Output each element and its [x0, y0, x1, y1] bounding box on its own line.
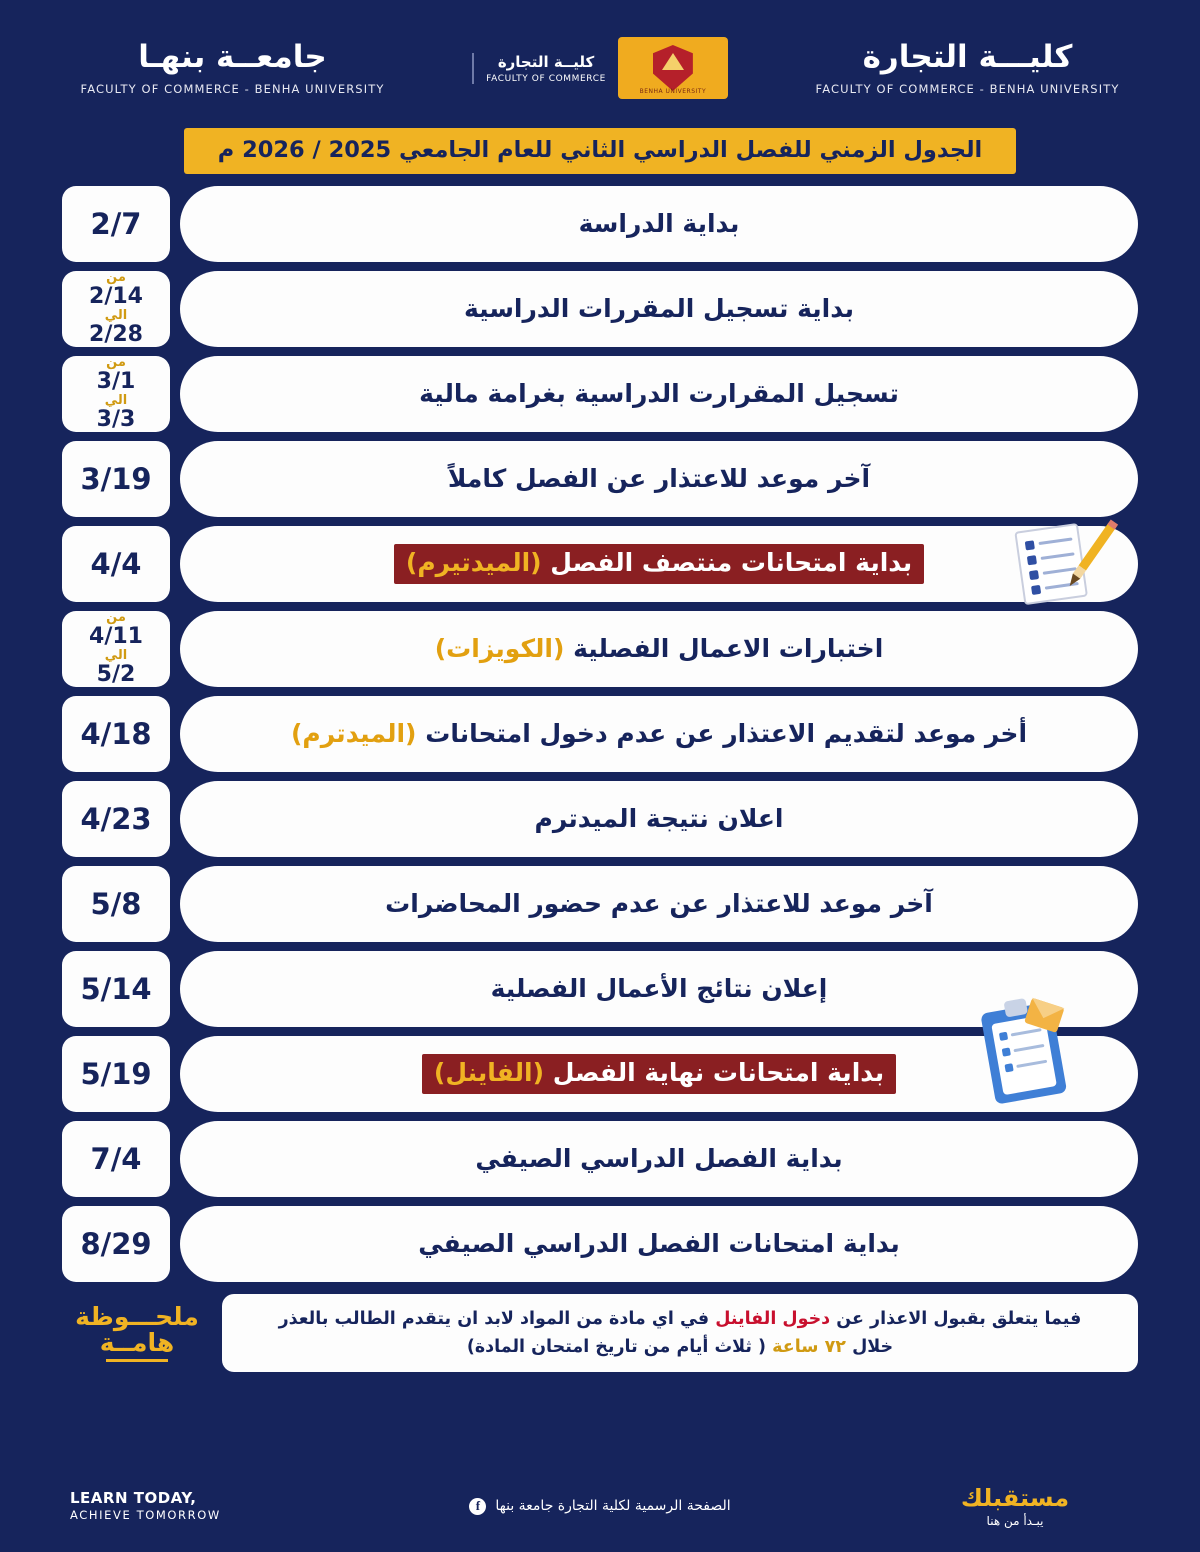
crest-caption: BENHA UNIVERSITY [639, 88, 707, 95]
facebook-icon[interactable]: f [469, 1498, 486, 1515]
date-value: 4/18 [80, 717, 152, 751]
row-date [62, 1036, 170, 1112]
note-line-2 [467, 1333, 893, 1361]
date-value: 2/7 [90, 207, 142, 241]
schedule-row [62, 186, 1138, 262]
date-value: 4/23 [80, 802, 152, 836]
header-center-logo [435, 37, 765, 99]
date-value: 5/14 [80, 972, 152, 1006]
note-tag-line2: هامــة [100, 1330, 174, 1362]
row-label [180, 611, 1138, 687]
note-line1-part-b: في اي مادة من المواد لابد ان يتقدم الطالب بالعذر [278, 1309, 710, 1329]
row-date [62, 1121, 170, 1197]
note-line2-part-a: خلال [852, 1337, 894, 1357]
date-to-value: 3/3 [96, 406, 136, 432]
row-date [62, 611, 170, 687]
schedule-row [62, 866, 1138, 942]
slogan-line-2: ACHIEVE TOMORROW [70, 1508, 221, 1523]
schedule-row [62, 781, 1138, 857]
schedule-row [62, 696, 1138, 772]
schedule-row [62, 271, 1138, 347]
note-text [222, 1294, 1138, 1372]
schedule-row [62, 951, 1138, 1027]
brand-line-1: مستقبلك [960, 1484, 1070, 1512]
row-label-text: أخر موعد لتقديم الاعتذار عن عدم دخول امتحانات [425, 719, 1028, 749]
note-line2-highlight: ٧٢ ساعة [772, 1337, 846, 1357]
schedule-row [62, 1206, 1138, 1282]
row-label-text: اعلان نتيجة الميدترم [534, 804, 784, 834]
note-line1-highlight: دخول الفاينل [715, 1309, 831, 1329]
date-to-value: 2/28 [89, 321, 143, 347]
date-from-value: 2/14 [89, 283, 143, 309]
row-label-text: بداية الدراسة [578, 209, 740, 239]
footer-brand [900, 1484, 1130, 1528]
date-value: 4/4 [90, 547, 142, 581]
header-left-brand [40, 40, 425, 97]
row-date [62, 441, 170, 517]
row-date [62, 271, 170, 347]
university-crest-icon [618, 37, 728, 99]
row-label-accent: (الميدترم) [291, 719, 417, 749]
row-label [180, 526, 1138, 602]
note-tag [62, 1294, 212, 1372]
date-to-label: الي [104, 648, 128, 663]
crest-shield-shape [653, 45, 693, 91]
slogan-line-1: LEARN TODAY, [70, 1489, 197, 1508]
brand-line-2: يبـدأ من هنا [986, 1514, 1044, 1528]
row-label-text: آخر موعد للاعتذار عن عدم حضور المحاضرات [385, 889, 933, 919]
date-value: 5/19 [80, 1057, 152, 1091]
note-tag-line1: ملحـــوظة [75, 1301, 199, 1331]
date-from-value: 4/11 [89, 623, 143, 649]
header-right-english: FACULTY OF COMMERCE - BENHA UNIVERSITY [815, 82, 1120, 97]
schedule-row [62, 356, 1138, 432]
date-to-label: الي [104, 393, 128, 408]
header-right-brand [775, 40, 1160, 97]
date-value: 7/4 [90, 1142, 142, 1176]
row-label-accent: (الفاينل) [433, 1058, 545, 1088]
row-date [62, 186, 170, 262]
header-center-text [472, 53, 606, 84]
row-date [62, 866, 170, 942]
row-label [180, 781, 1138, 857]
row-label [180, 1121, 1138, 1197]
row-label-highlight [394, 544, 924, 583]
row-date [62, 696, 170, 772]
schedule-rows [0, 186, 1200, 1282]
note-line2-part-b: ( ثلاث أيام من تاريخ امتحان المادة) [466, 1337, 767, 1357]
date-value: 5/8 [90, 887, 142, 921]
row-label-text: بداية امتحانات نهاية الفصل [552, 1058, 885, 1088]
header-left-english: FACULTY OF COMMERCE - BENHA UNIVERSITY [80, 82, 385, 97]
footer-slogan [70, 1489, 300, 1522]
header-center-arabic: كليــة التجارة [497, 52, 595, 71]
row-date [62, 781, 170, 857]
note-line1-part-a: فيما يتعلق بقبول الاعذار عن [836, 1309, 1082, 1329]
row-label [180, 186, 1138, 262]
row-label-text: آخر موعد للاعتذار عن الفصل كاملاً [447, 464, 871, 494]
row-label-text: إعلان نتائج الأعمال الفصلية [490, 974, 828, 1004]
row-label-text: بداية امتحانات منتصف الفصل [550, 548, 913, 578]
row-date [62, 951, 170, 1027]
header-center-english: FACULTY OF COMMERCE [486, 73, 606, 84]
row-label-accent: (الميدتيرم) [405, 548, 542, 578]
row-label [180, 1206, 1138, 1282]
page-footer [0, 1476, 1200, 1536]
row-label [180, 696, 1138, 772]
date-from-value: 3/1 [96, 368, 136, 394]
schedule-row [62, 1036, 1138, 1112]
header-left-arabic: جامعــة بنهـا [138, 38, 327, 75]
schedule-row [62, 1121, 1138, 1197]
date-from-label: من [106, 270, 126, 286]
footer-note-text: الصفحة الرسمية لكلية التجارة جامعة بنها [495, 1498, 731, 1514]
row-label [180, 271, 1138, 347]
row-date [62, 526, 170, 602]
row-date [62, 1206, 170, 1282]
row-label-text: بداية امتحانات الفصل الدراسي الصيفي [418, 1229, 900, 1259]
date-from-label: من [106, 355, 126, 371]
date-to-label: الي [104, 308, 128, 323]
page-title: الجدول الزمني للفصل الدراسي الثاني للعام الجامعي 2025 / 2026 م [184, 128, 1016, 174]
row-label [180, 356, 1138, 432]
mostaqbalak-logo [900, 1484, 1130, 1528]
row-label-text: تسجيل المقرارت الدراسية بغرامة مالية [419, 379, 899, 409]
page-header [0, 0, 1200, 118]
row-label [180, 951, 1138, 1027]
schedule-row [62, 526, 1138, 602]
row-label-text: بداية تسجيل المقررات الدراسية [463, 294, 855, 324]
schedule-row [62, 611, 1138, 687]
row-label-text: بداية الفصل الدراسي الصيفي [475, 1144, 843, 1174]
header-right-arabic: كليـــة التجارة [862, 38, 1073, 75]
date-value: 3/19 [80, 462, 152, 496]
date-to-value: 5/2 [96, 661, 136, 687]
row-label [180, 866, 1138, 942]
row-label [180, 441, 1138, 517]
note-line-1 [279, 1305, 1082, 1333]
footer-page-note [300, 1498, 900, 1515]
schedule-row [62, 441, 1138, 517]
date-from-label: من [106, 610, 126, 626]
important-note [62, 1294, 1138, 1372]
row-label-text: اختبارات الاعمال الفصلية [573, 634, 884, 664]
row-label [180, 1036, 1138, 1112]
date-value: 8/29 [80, 1227, 152, 1261]
row-label-accent: (الكويزات) [434, 634, 565, 664]
row-label-highlight [422, 1054, 896, 1093]
row-date [62, 356, 170, 432]
